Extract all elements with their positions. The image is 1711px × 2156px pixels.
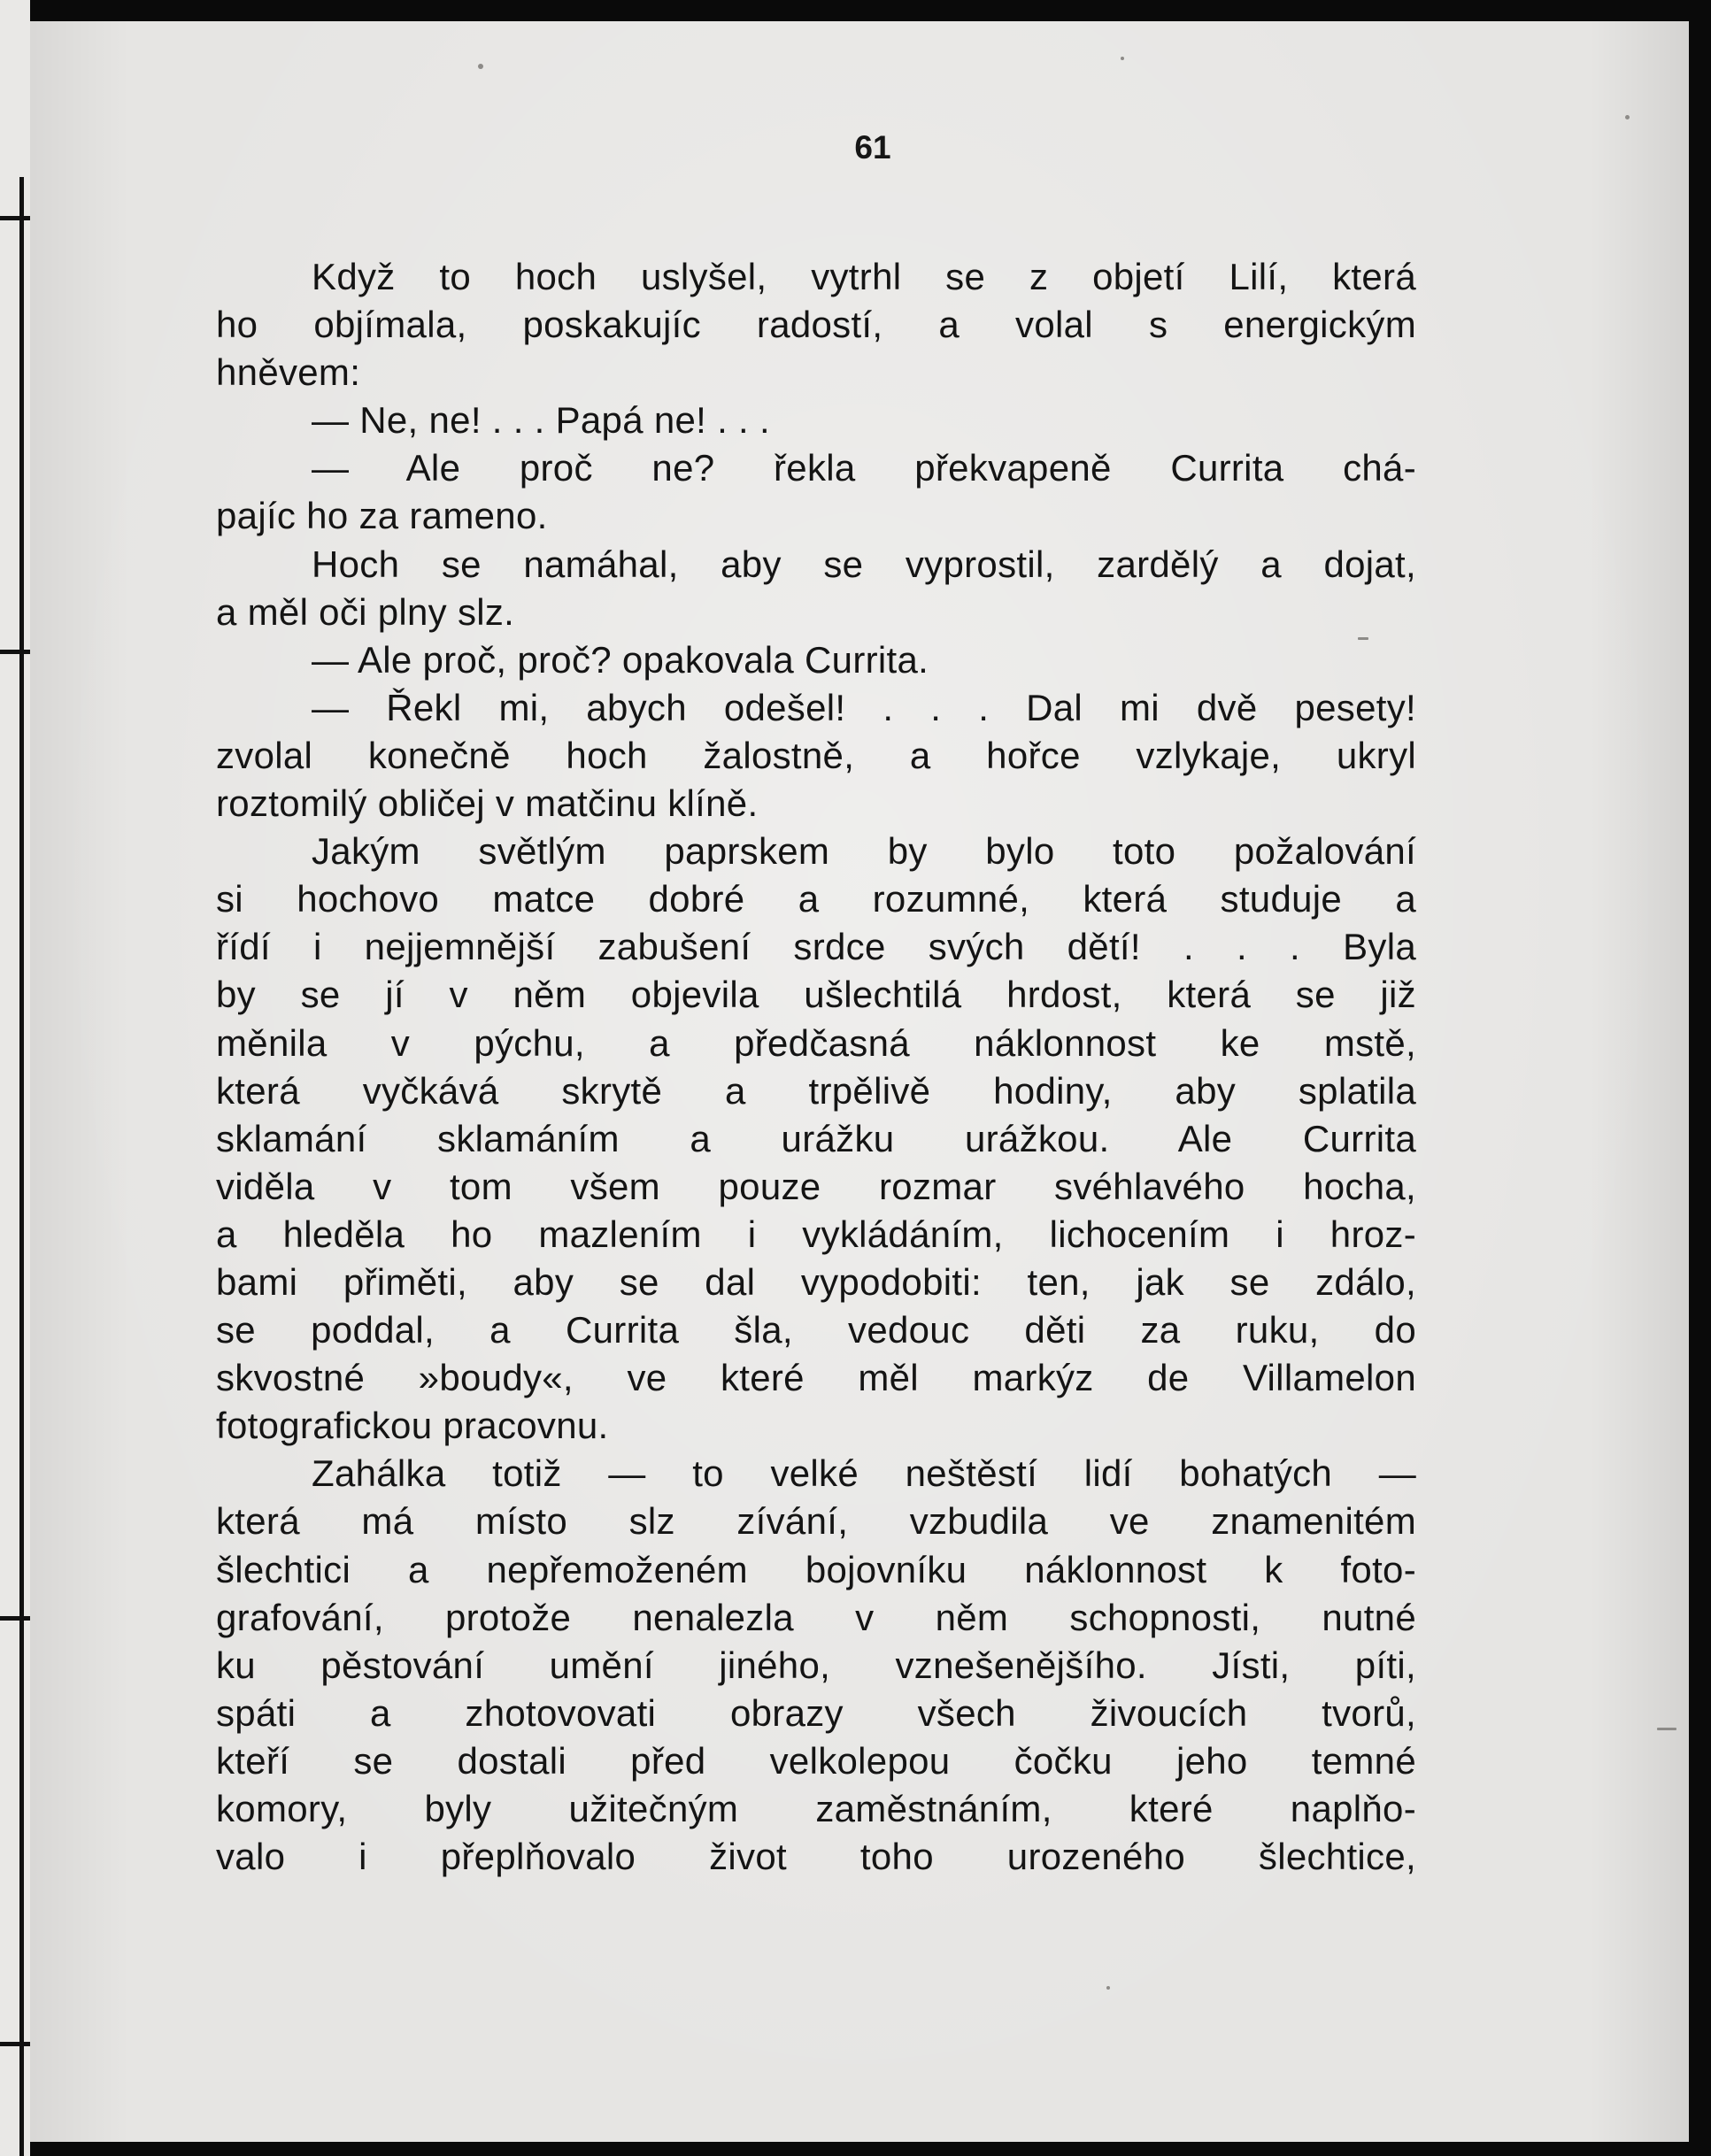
book-page	[30, 21, 1689, 2142]
text-line: ho objímala, poskakujíc radostí, a volal s energickým	[216, 304, 1416, 346]
paper-speck	[1625, 115, 1630, 119]
text-line: — Ne, ne! . . . Papá ne! . . .	[312, 399, 770, 442]
text-line: Hoch se namáhal, aby se vyprostil, zardělý a dojat,	[312, 543, 1416, 585]
text-line: šlechtici a nepřemoženém bojovníku náklonnost k foto-	[216, 1548, 1416, 1590]
text-line: — Řekl mi, abych odešel! . . . Dal mi dvě pesety!	[312, 686, 1416, 728]
paper-speck	[1106, 1986, 1110, 1990]
page-number: 61	[854, 129, 891, 166]
text-line: sklamání sklamáním a urážku urážkou. Ale Currita	[216, 1117, 1416, 1159]
text-line: bami přiměti, aby se dal vypodobiti: ten, jak se zdálo,	[216, 1260, 1416, 1303]
text-line: řídí i nejjemnější zabušení srdce svých dětí! . . . Byla	[216, 926, 1416, 968]
text-line: spáti a zhotovovati obrazy všech živoucích tvorů,	[216, 1691, 1416, 1734]
text-line: grafování, protože nenalezla v něm schopnosti, nutné	[216, 1596, 1416, 1638]
paper-speck	[478, 64, 483, 69]
text-line: a hleděla ho mazlením i vykládáním, lichocením i hroz-	[216, 1213, 1416, 1255]
text-line: — Ale proč ne? řekla překvapeně Currita chá-	[312, 447, 1416, 489]
text-line: která vyčkává skrytě a trpělivě hodiny, aby splatila	[216, 1069, 1416, 1112]
text-line: Když to hoch uslyšel, vytrhl se z objetí Lilí, která	[312, 256, 1416, 297]
text-line: kteří se dostali před velkolepou čočku jeho temné	[216, 1739, 1416, 1782]
paper-speck	[1121, 57, 1124, 60]
binding-tick	[0, 2042, 32, 2046]
text-line: valo i přeplňovalo život toho urozeného šlechtice,	[216, 1836, 1416, 1878]
binding-tick	[0, 650, 34, 654]
text-line: pajíc ho za rameno.	[216, 495, 548, 537]
text-line: skvostné »boudy«, ve které měl markýz de Villamelon	[216, 1357, 1416, 1399]
text-line: která má místo slz zívání, vzbudila ve znamenitém	[216, 1500, 1416, 1543]
text-line: by se jí v něm objevila ušlechtilá hrdost, která se již	[216, 974, 1416, 1016]
text-line: si hochovo matce dobré a rozumné, která studuje a	[216, 878, 1416, 920]
text-line: komory, byly užitečným zaměstnáním, které naplňo-	[216, 1788, 1416, 1829]
text-line: Jakým světlým paprskem by bylo toto požalování	[312, 830, 1416, 873]
paper-speck	[1657, 1728, 1676, 1730]
text-line: viděla v tom všem pouze rozmar svéhlavého hocha,	[216, 1165, 1416, 1207]
text-line: měnila v pýchu, a předčasná náklonnost ke mstě,	[216, 1021, 1416, 1064]
binding-rule	[19, 177, 24, 2156]
text-line: — Ale proč, proč? opakovala Currita.	[312, 638, 929, 681]
text-line: hněvem:	[216, 351, 361, 394]
text-line: a měl oči plny slz.	[216, 590, 515, 633]
binding-margin	[0, 0, 30, 2156]
text-line: Zahálka totiž — to velké neštěstí lidí bohatých —	[312, 1452, 1416, 1495]
text-line: se poddal, a Currita šla, vedouc děti za ruku, do	[216, 1309, 1416, 1351]
text-line: roztomilý obličej v matčinu klíně.	[216, 782, 759, 825]
text-line: ku pěstování umění jiného, vznešenějšího. Jísti, píti,	[216, 1644, 1416, 1686]
text-line: zvolal konečně hoch žalostně, a hořce vzlykaje, ukryl	[216, 734, 1416, 776]
text-line: fotografickou pracovnu.	[216, 1405, 609, 1447]
body-text	[216, 253, 1416, 1881]
